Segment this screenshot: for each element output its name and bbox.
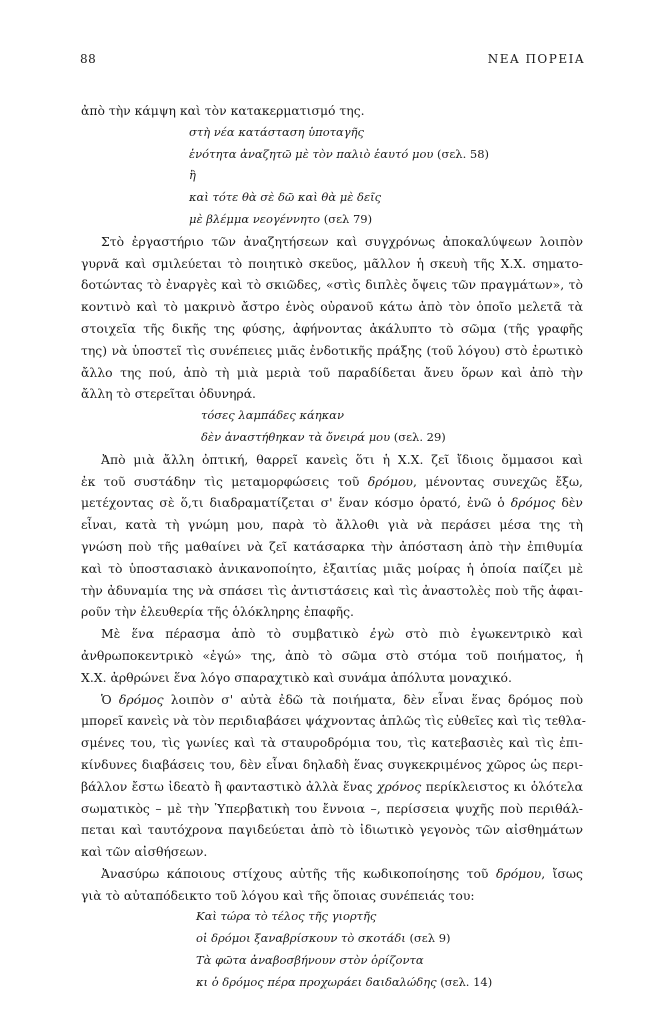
- page-reference: (σελ 9): [409, 931, 451, 946]
- text-line: ἄλλο της πού, ἀπὸ τὴ μιὰ μεριὰ τοῦ παραδίδεται ἄνευ ὅρων καὶ ἀπὸ τὴν: [81, 364, 583, 380]
- text-line: Στὸ ἐργαστήριο τῶν ἀναζητήσεων καὶ συγχρόνως ἀποκαλύψεων λοιπὸν: [101, 233, 583, 249]
- text-line: Ὁ δρόμος λοιπὸν σ' αὐτὰ ἐδῶ τὰ ποιήματα, δὲν εἶναι ἕνας δρόμος ποὺ: [101, 691, 583, 707]
- quote-line: μὲ βλέμμα νεογέννητο (σελ 79): [189, 211, 373, 226]
- text-line: ἄλλη τὸ στερεῖται ὀδυνηρά.: [81, 386, 256, 402]
- text-line: σωματικὸς – μὲ τὴν Ὑπερβατικὴ του ἔννοια –, περίσσεια ψυχῆς ποὺ περιθάλ-: [81, 800, 583, 816]
- text-line: πεται καὶ ταυτόχρονα παγιδεύεται ἀπὸ τὸ ἰδιωτικὸ γεγονὸς τῶν αἰσθημάτων: [81, 822, 583, 838]
- text-line: σμένες του, τὶς γωνίες καὶ τὰ σταυροδρόμια του, τὶς κατεβασιὲς καὶ τὶς ἐπι-: [81, 735, 583, 751]
- text-line: της) νὰ ὑποστεῖ τὶς συνέπειες μιᾶς ἐνδοτικῆς πράξης (τοῦ λόγου) στὸ ἐρωτικὸ: [81, 342, 583, 358]
- paragraph: [81, 623, 583, 688]
- text-line: Χ.Χ. ἀρθρώνει ἕνα λόγο σπαραχτικὸ καὶ συνάμα ἀπόλυτα μοναχικό.: [81, 669, 512, 685]
- quote-line: ἢ: [189, 168, 196, 183]
- text-line: ἀνθρωποκεντρικὸ «ἐγώ» της, ἀπὸ τὸ σῶμα στὸ στόμα τοῦ ποιήματος, ἡ: [81, 647, 583, 663]
- quote-line: κι ὁ δρόμος πέρα προχωράει δαιδαλώδης (σελ. 14): [196, 974, 493, 989]
- journal-title: ΝΕΑ ΠΟΡΕΙΑ: [487, 52, 585, 66]
- text-line: κοντινὸ καὶ τὸ μακρινὸ ἄστρο ἑνὸς οὐρανοῦ κάτω ἀπὸ τὸν ὁποῖο μελετᾶ τὰ: [81, 299, 583, 315]
- quote-line: οἱ δρόμοι ξαναβρίσκουν τὸ σκοτάδι (σελ 9): [196, 931, 451, 946]
- text-line: εἶναι, κατὰ τὴ γνώμη μου, παρὰ τὸ ἄλλοθι γιὰ νὰ περάσει μέσα της τὴ: [81, 517, 583, 533]
- article-body: [81, 100, 586, 994]
- text-line: κίνδυνες διαβάσεις του, δὲν εἶναι δηλαδὴ ἕνας συγκεκριμένος χῶρος ὡς περι-: [81, 756, 583, 772]
- page-reference: (σελ. 29): [393, 429, 446, 444]
- text-line: Μὲ ἕνα πέρασμα ἀπὸ τὸ συμβατικὸ ἐγὼ στὸ πιὸ ἐγωκεντρικὸ καὶ: [101, 626, 583, 642]
- quote-line: στὴ νέα κατάσταση ὑποταγῆς: [189, 124, 364, 139]
- page-reference: (σελ 79): [323, 211, 373, 226]
- paragraph: [81, 231, 583, 405]
- text-line: βάλλον ἔστω ἰδεατὸ ἢ φανταστικὸ ἀλλὰ ἕνας χρόνος περίκλειστος κι ὁλότελα: [81, 778, 583, 794]
- text-line: ροῦν τὴν ἐλευθερία τῆς ὁλόκληρης ἐπαφῆς.: [81, 604, 354, 620]
- text-line: γιὰ τὸ αὐταπόδεικτο τοῦ λόγου καὶ τῆς ὅποιας συνέπειάς του:: [81, 887, 475, 903]
- quote-line: δὲν ἀναστήθηκαν τὰ ὄνειρά μου (σελ. 29): [201, 429, 446, 444]
- text-line: δοτώντας τὸ ἐναργὲς καὶ τὸ σκιῶδες, «στὶς διπλὲς ὄψεις τῶν πραγμάτων», τὸ: [81, 277, 583, 293]
- quote-line: Καὶ τώρα τὸ τέλος τῆς γιορτῆς: [196, 909, 377, 924]
- quote-line: καὶ τότε θὰ σὲ δῶ καὶ θὰ μὲ δεῖς: [189, 190, 382, 205]
- text-line: ἀπὸ τὴν κάμψη καὶ τὸν κατακερματισμό της.: [81, 103, 365, 118]
- text-line: τὴν ἀδυναμία της νὰ σπάσει τὶς ἀντιστάσεις καὶ τὶς ἀναστολὲς ποὺ τῆς ἀφαι-: [81, 582, 583, 598]
- text-line: μπορεῖ κανεὶς νὰ τὸν περιδιαβάσει ψάχνοντας ἁπλῶς τὶς εὐθεῖες καὶ τὶς τεθλα-: [81, 713, 586, 729]
- text-line: μετέχοντας σὲ ὅ,τι διαδραματίζεται σ' ἕναν κόσμο ὁρατό, ἐνῶ ὁ δρόμος δὲν: [81, 495, 583, 511]
- text-line: καὶ τῶν αἰσθήσεων.: [81, 844, 208, 860]
- page-number: 88: [80, 52, 97, 66]
- text-line: στοιχεῖα τῆς δικῆς της φύσης, ἀφήνοντας ἀκάλυπτο τὸ σῶμα (τῆς γραφῆς: [81, 320, 583, 336]
- poem-quote: [81, 405, 583, 449]
- paragraph: [81, 863, 583, 907]
- quote-line: τόσες λαμπάδες κάηκαν: [201, 408, 344, 423]
- quote-line: ἑνότητα ἀναζητῶ μὲ τὸν παλιὸ ἑαυτό μου (σελ. 58): [189, 146, 490, 161]
- poem-quote: [81, 122, 583, 231]
- page-reference: (σελ. 14): [440, 974, 493, 989]
- text-line: γυρνᾶ καὶ σμιλεύεται τὸ ποιητικὸ σκεῦος, μᾶλλον ἡ σκευὴ τῆς Χ.Χ. σηματο-: [81, 255, 583, 271]
- text-line: καὶ τὸ ὑποστασιακὸ ἀνικανοποίητο, ἐξαιτίας μιᾶς μοίρας ἡ ὁποία παίζει μὲ: [81, 560, 583, 576]
- text-line: Ἀπὸ μιὰ ἄλλη ὀπτική, θαρρεῖ κανεὶς ὅτι ἡ Χ.Χ. ζεῖ ἴδιοις ὄμμασοι καὶ: [101, 451, 583, 467]
- poem-quote: [81, 906, 583, 993]
- paragraph: [81, 449, 583, 623]
- page-reference: (σελ. 58): [437, 146, 490, 161]
- text-line: γνώση ποὺ τῆς μαθαίνει νὰ ζεῖ κατάσαρκα τὴν ἀπόσταση ἀπὸ τὴν ἐπιθυμία: [81, 538, 583, 554]
- text-line: ἐκ τοῦ συστάδην τὶς μεταμορφώσεις τοῦ δρόμου, μένοντας συνεχῶς ἔξω,: [81, 473, 583, 489]
- text-line: Ἀνασύρω κάποιους στίχους αὐτῆς τῆς κωδικοποίησης τοῦ δρόμου, ἴσως: [101, 865, 583, 881]
- paragraph: [81, 689, 586, 863]
- quote-line: Τὰ φῶτα ἀναβοσβήνουν στὸν ὁρίζοντα: [196, 953, 424, 968]
